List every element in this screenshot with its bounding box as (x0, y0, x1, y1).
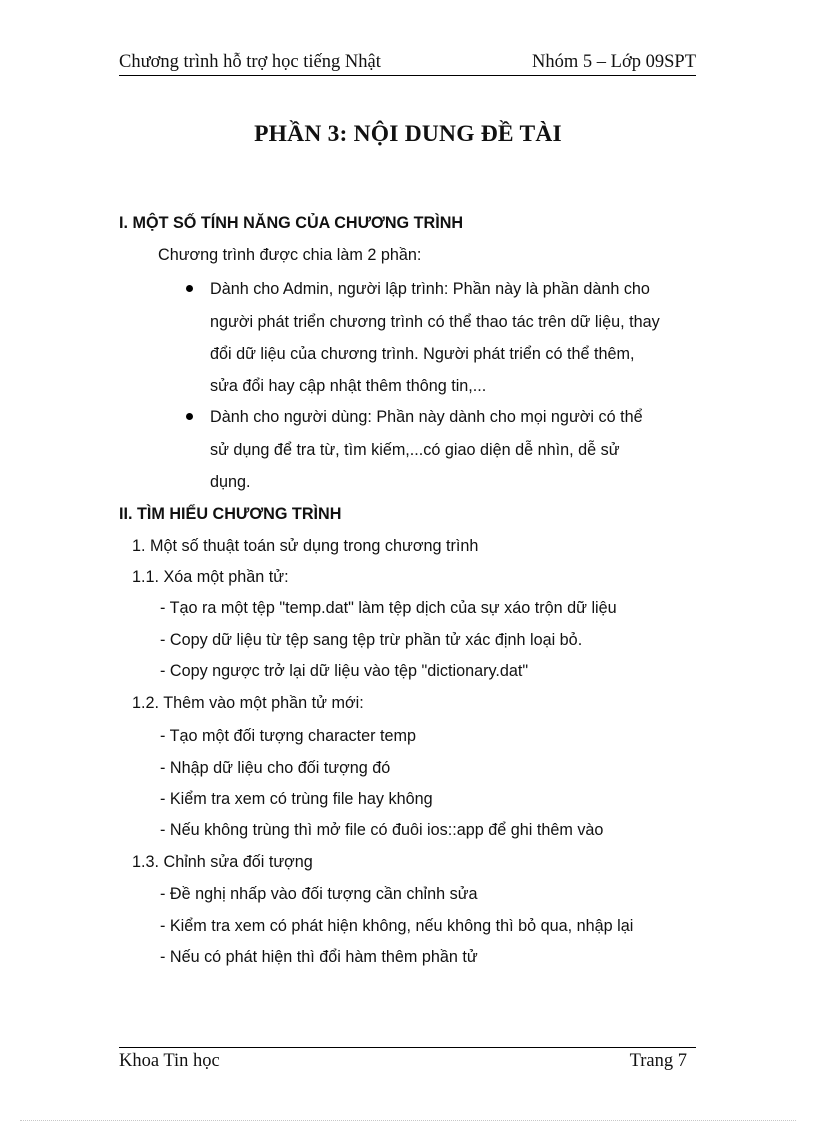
bullet-icon (186, 413, 193, 420)
page-title: PHẦN 3: NỘI DUNG ĐỀ TÀI (254, 121, 562, 147)
subsection-1-2-item: - Nếu không trùng thì mở file có đuôi ios::app để ghi thêm vào (160, 821, 604, 839)
bullet-icon (186, 285, 193, 292)
subsection-1-1-item: - Tạo ra một tệp "temp.dat" làm tệp dịch của sự xáo trộn dữ liệu (160, 599, 617, 617)
page-header (119, 52, 696, 76)
header-course-title: Chương trình hỗ trợ học tiếng Nhật (119, 52, 381, 72)
subsection-1-3-item: - Đề nghị nhấp vào đối tượng cần chỉnh sửa (160, 885, 478, 903)
subsection-1-2-item: - Kiểm tra xem có trùng file hay không (160, 790, 433, 808)
section-heading-2: II. TÌM HIỂU CHƯƠNG TRÌNH (119, 505, 342, 523)
subsection-1-3-item: - Kiểm tra xem có phát hiện không, nếu không thì bỏ qua, nhập lại (160, 917, 634, 935)
bullet-2-line-3: dụng. (210, 473, 251, 491)
subsection-1: 1. Một số thuật toán sử dụng trong chương trình (132, 537, 479, 555)
subsection-1-2: 1.2. Thêm vào một phần tử mới: (132, 694, 364, 712)
subsection-1-1-item: - Copy dữ liệu từ tệp sang tệp trừ phần tử xác định loại bỏ. (160, 631, 583, 649)
subsection-1-2-item: - Nhập dữ liệu cho đối tượng đó (160, 759, 391, 777)
footer-department: Khoa Tin học (119, 1051, 220, 1071)
subsection-1-3-item: - Nếu có phát hiện thì đổi hàm thêm phần tử (160, 948, 478, 966)
page-footer (119, 1051, 687, 1075)
bullet-1-line-3: đổi dữ liệu của chương trình. Người phát triển có thể thêm, (210, 345, 635, 363)
subsection-1-1-item: - Copy ngược trở lại dữ liệu vào tệp "dictionary.dat" (160, 662, 529, 680)
bullet-2-line-2: sử dụng để tra từ, tìm kiếm,...có giao diện dễ nhìn, dễ sử (210, 441, 620, 459)
footer-divider (119, 1047, 696, 1048)
bullet-1-line-4: sửa đổi hay cập nhật thêm thông tin,... (210, 377, 487, 395)
page-bottom-border (20, 1120, 796, 1121)
section-intro: Chương trình được chia làm 2 phần: (158, 246, 422, 264)
bullet-1-line-1: Dành cho Admin, người lập trình: Phần này là phần dành cho (210, 280, 650, 298)
bullet-2-line-1: Dành cho người dùng: Phần này dành cho mọi người có thể (210, 408, 643, 426)
subsection-1-3: 1.3. Chỉnh sửa đối tượng (132, 853, 313, 871)
section-heading-1: I. MỘT SỐ TÍNH NĂNG CỦA CHƯƠNG TRÌNH (119, 214, 464, 232)
subsection-1-2-item: - Tạo một đối tượng character temp (160, 727, 416, 745)
footer-page-number: Trang 7 (629, 1051, 687, 1071)
header-group-class: Nhóm 5 – Lớp 09SPT (532, 52, 696, 72)
subsection-1-1: 1.1. Xóa một phần tử: (132, 568, 289, 586)
header-divider (119, 75, 696, 76)
bullet-1-line-2: người phát triển chương trình có thể thao tác trên dữ liệu, thay (210, 313, 660, 331)
